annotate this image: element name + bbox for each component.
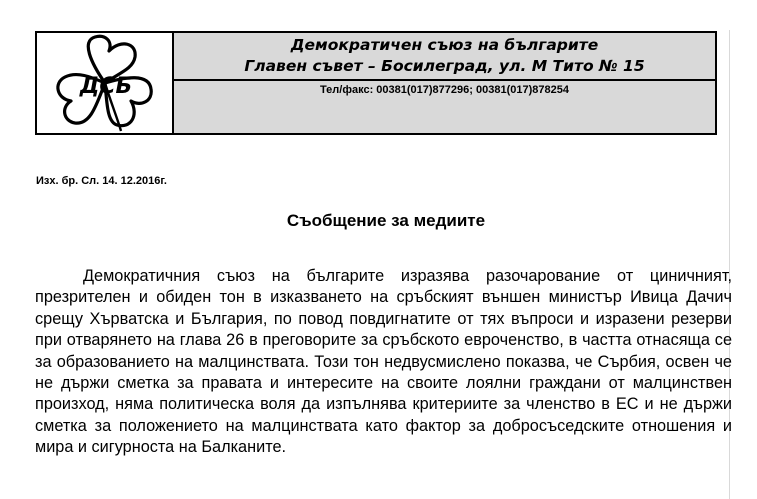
body-paragraph: Демократичния съюз на българите изразява разочарование от циничният, презрителен и обиден тон в изказването на сръбският външен министър Ивица Дачич срещу Хърватска и България, по повод повдигнатите от тях въпроси и изразени резерви при отварянето на глава 26 в преговорите за сръбското евроченство, в частта отнасяща се за образованието на малцинствата. Този тон недвусмислено показва, че Сърбия, освен че не държи сметка за правата и интересите на своите лоялни граждани от малцинствен произход, няма политическа воля да изпълнява критериите за членство в ЕС и не държи сметка за положението на малцинствата като фактор за добросъседските отношения и мира и сигурноста на Балканите.: [35, 267, 732, 457]
letterhead-contact-area: [174, 81, 715, 133]
council-address: Главен съвет – Босилеград, ул. М Тито № 15: [244, 57, 645, 75]
clover-logo-icon: [51, 33, 159, 133]
reference-number: Изх. бр. Сл. 14. 12.2016г.: [36, 175, 167, 187]
letterhead-info: [174, 33, 715, 133]
letterhead-title-area: [174, 33, 715, 81]
logo-lettering: ДСБ: [79, 74, 132, 99]
letterhead: [35, 31, 717, 135]
contact-info: Тел/факс: 00381(017)877296; 00381(017)878254: [320, 84, 569, 96]
logo-cell: [37, 33, 174, 133]
org-name: Демократичен съюз на българите: [290, 36, 599, 54]
document-title: Съобщение за медиите: [286, 211, 486, 230]
